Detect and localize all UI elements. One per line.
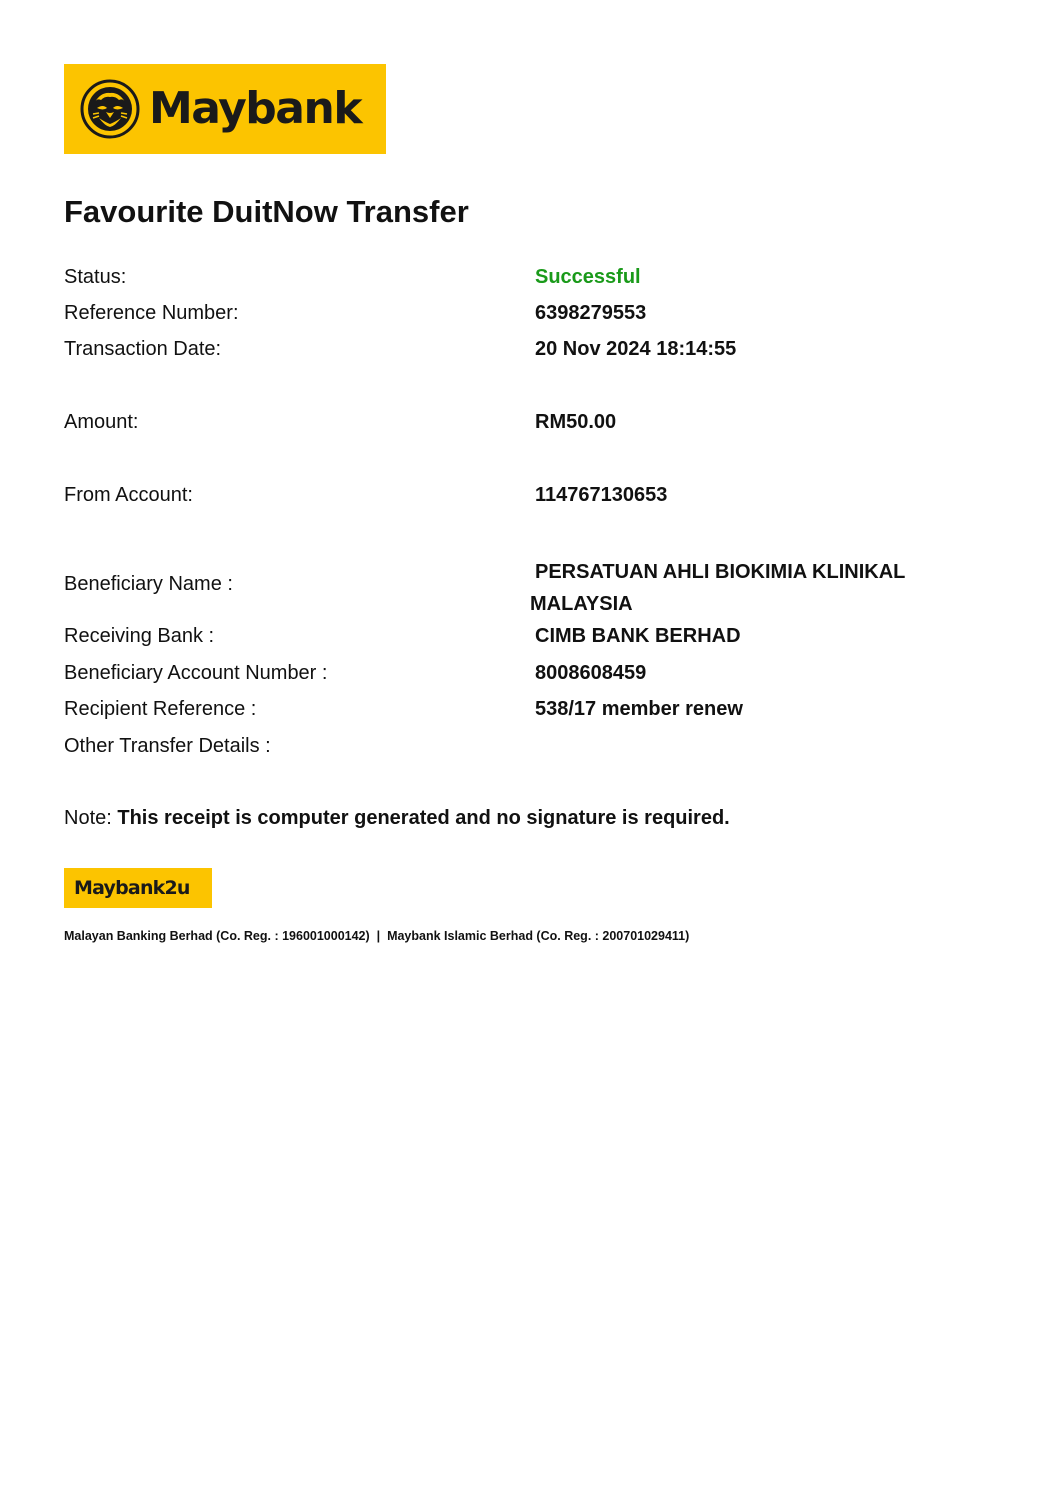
page-title: Favourite DuitNow Transfer bbox=[64, 194, 469, 229]
beneficiary-account-value: 8008608459 bbox=[535, 662, 647, 684]
recipient-reference-label: Recipient Reference : bbox=[64, 698, 257, 720]
note-text: This receipt is computer generated and no signature is required. bbox=[117, 807, 730, 829]
receiving-bank-value: CIMB BANK BERHAD bbox=[535, 625, 741, 647]
from-account-value: 114767130653 bbox=[535, 484, 668, 506]
amount-label: Amount: bbox=[64, 411, 139, 433]
amount-value: RM50.00 bbox=[535, 411, 617, 433]
maybank2u-logo bbox=[64, 868, 212, 908]
beneficiary-name-value: PERSATUAN AHLI BIOKIMIA KLINIKAL MALAYSIA bbox=[530, 561, 905, 615]
beneficiary-name-label: Beneficiary Name : bbox=[64, 573, 233, 595]
reference-number-value: 6398279553 bbox=[535, 302, 647, 324]
maybank2u-wordmark: Maybank2u bbox=[74, 877, 190, 899]
reference-number-label: Reference Number: bbox=[64, 302, 239, 324]
receiving-bank-label: Receiving Bank : bbox=[64, 625, 215, 647]
recipient-reference-value: 538/17 member renew bbox=[535, 698, 743, 720]
maybank-logo bbox=[64, 64, 386, 154]
transaction-date-value: 20 Nov 2024 18:14:55 bbox=[535, 338, 737, 360]
maybank-wordmark: Maybank bbox=[149, 83, 362, 134]
other-transfer-details-label: Other Transfer Details : bbox=[64, 735, 271, 757]
tiger-head-icon bbox=[79, 78, 141, 140]
receipt-note bbox=[64, 806, 730, 830]
transaction-date-label: Transaction Date: bbox=[64, 338, 222, 360]
note-prefix: Note: bbox=[64, 807, 112, 829]
footer-registration: Malayan Banking Berhad (Co. Reg. : 196001000142) | Maybank Islamic Berhad (Co. Reg. : 200701029411) bbox=[64, 929, 690, 943]
beneficiary-account-label: Beneficiary Account Number : bbox=[64, 662, 328, 684]
from-account-label: From Account: bbox=[64, 484, 193, 506]
status-value: Successful bbox=[535, 266, 641, 288]
status-label: Status: bbox=[64, 266, 127, 288]
